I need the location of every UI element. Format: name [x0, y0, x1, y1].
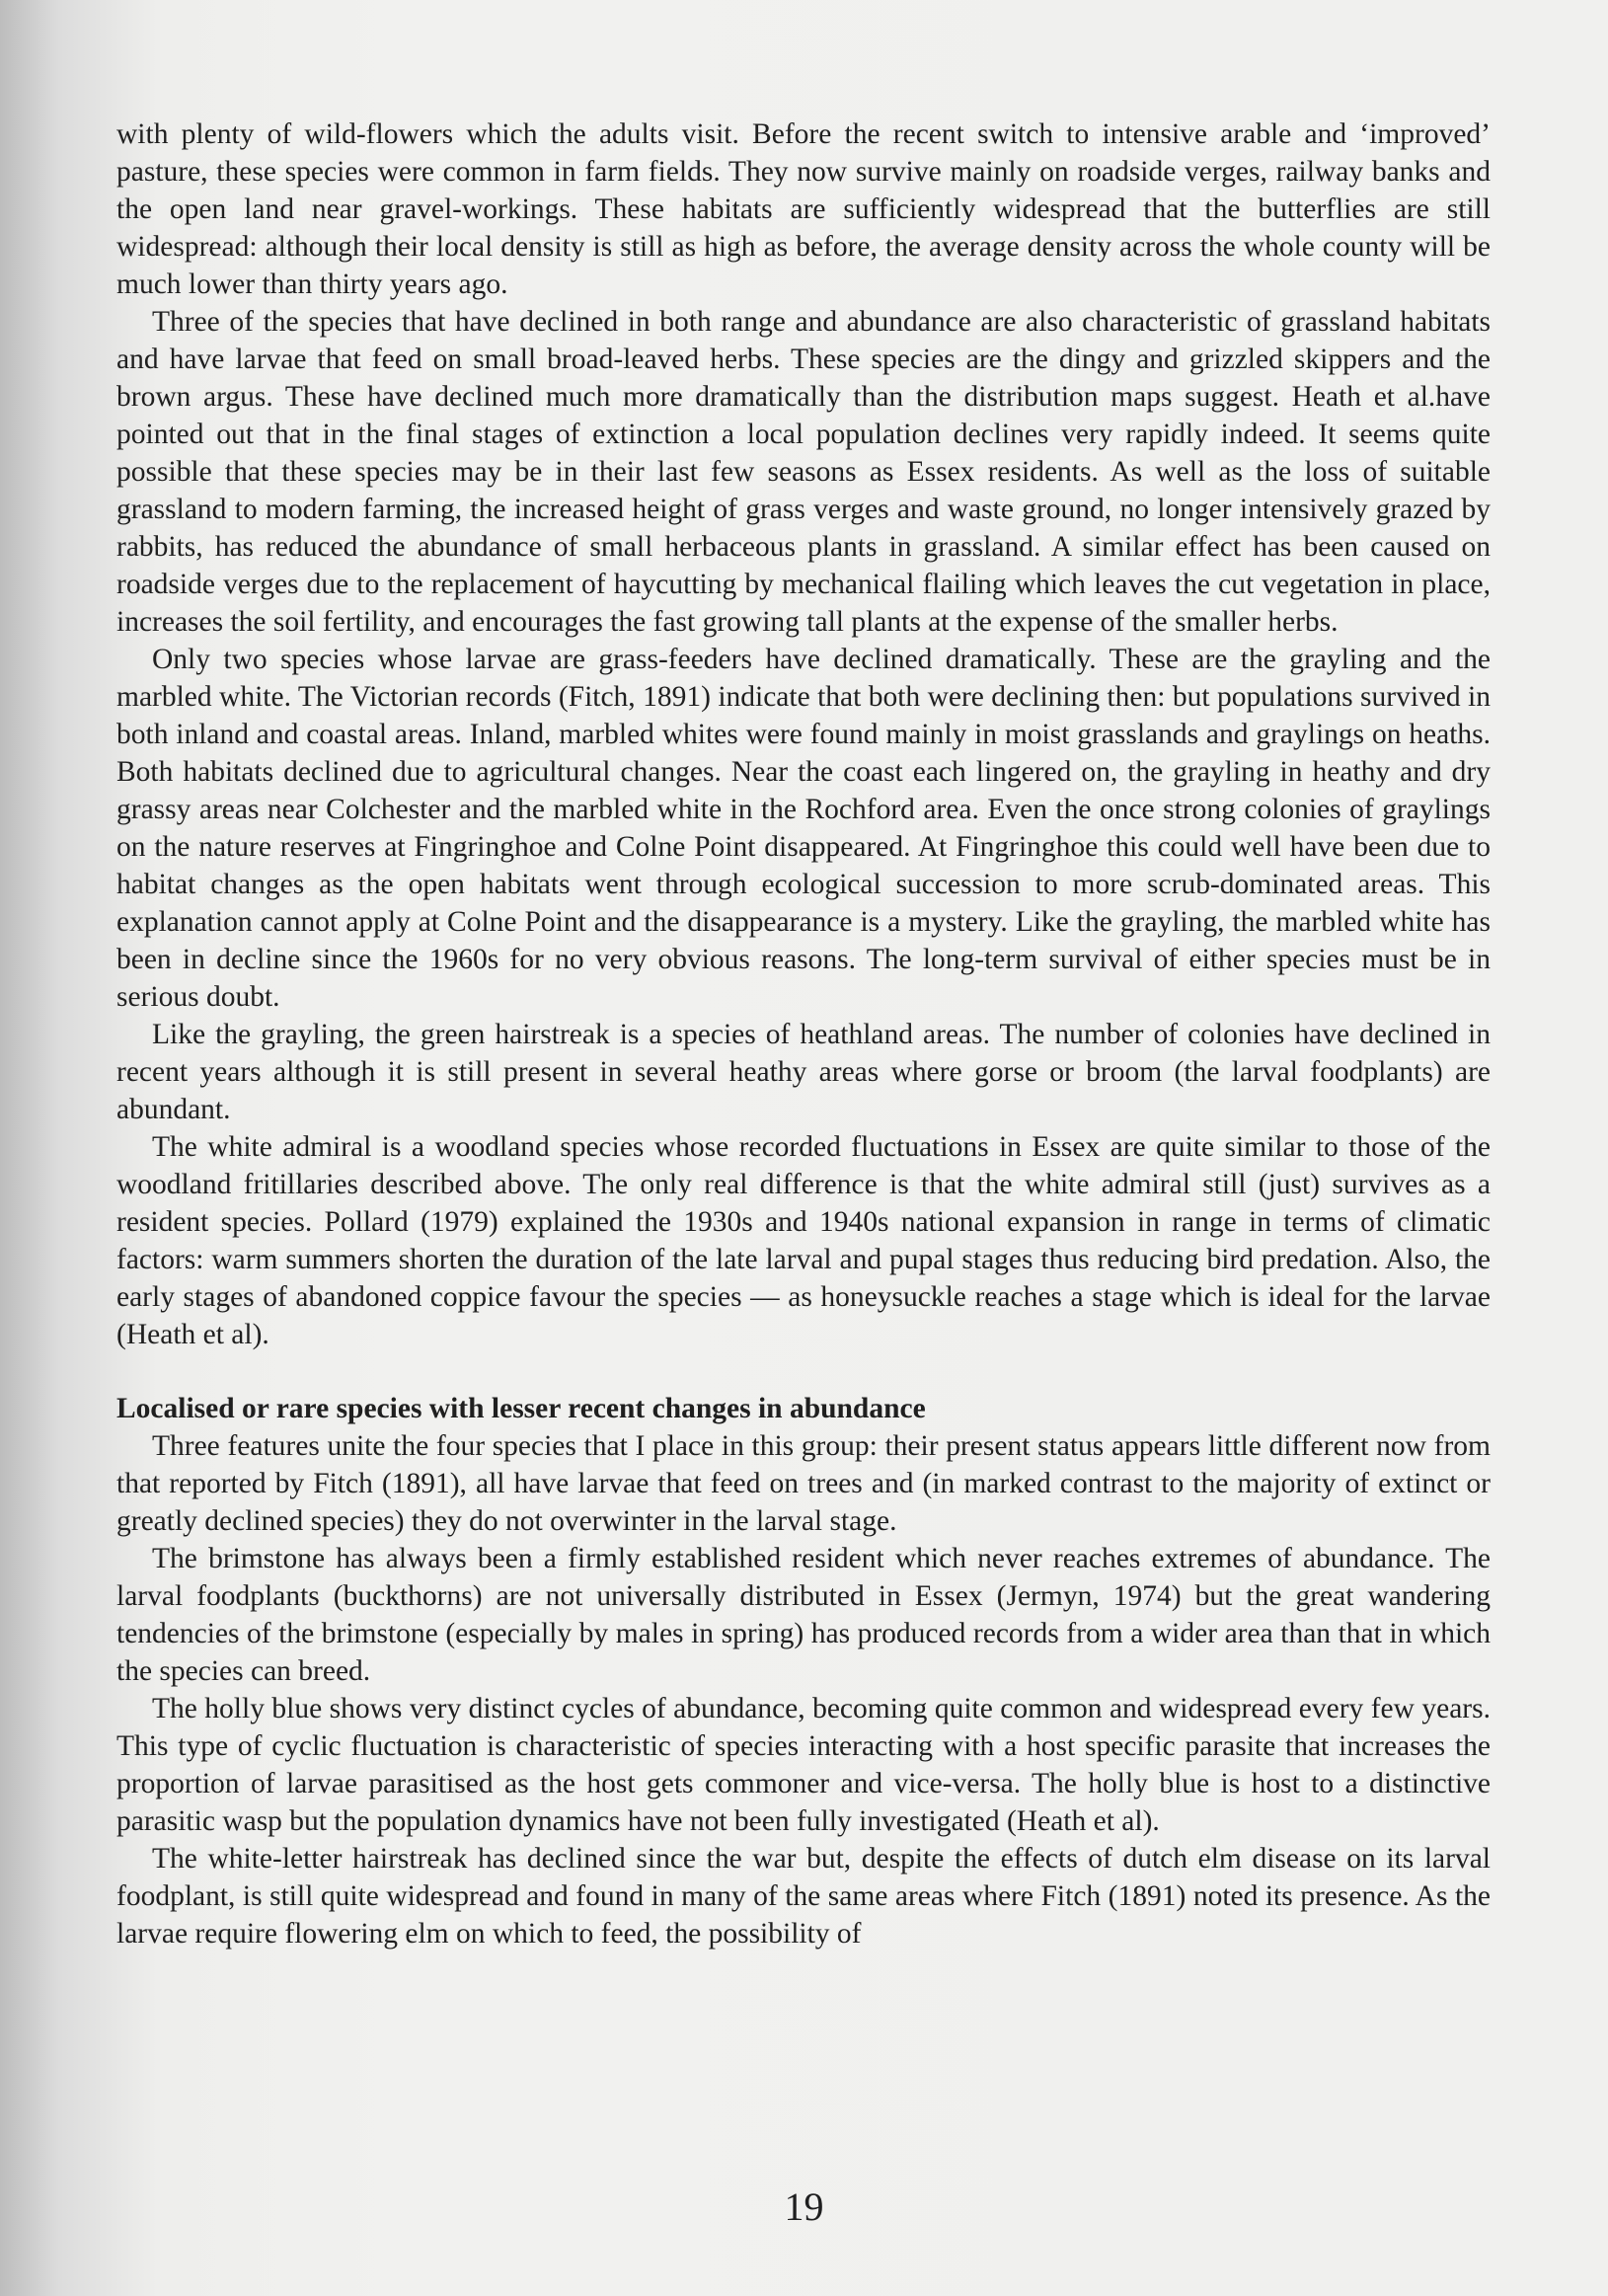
paragraph: Three of the species that have declined in both range and abundance are also characteristic of grassland habitats and have larvae that feed on small broad-leaved herbs. These species are the dingy and grizzled skippers and the brown argus. These have declined much more dramatically than the distribution maps suggest. Heath et al.have pointed out that in the final stages of extinction a local population declines very rapidly indeed. It seems quite possible that these species may be in their last few seasons as Essex residents. As well as the loss of suitable grassland to modern farming, the increased height of grass verges and waste ground, no longer intensively grazed by rabbits, has reduced the abundance of small herbaceous plants in grassland. A similar effect has been caused on roadside verges due to the replacement of haycutting by mechanical flailing which leaves the cut vegetation in place, increases the soil fertility, and encourages the fast growing tall plants at the expense of the smaller herbs. — [116, 306, 1491, 638]
paragraph: The holly blue shows very distinct cycles of abundance, becoming quite common and widespread every few years. This type of cyclic fluctuation is characteristic of species interacting with a host specific parasite that increases the proportion of larvae parasitised as the host gets commoner and vice-versa. The holly blue is host to a distinctive parasitic wasp but the population dynamics have not been fully investigated (Heath et al). — [116, 1693, 1491, 1837]
page-number: 19 — [784, 2184, 824, 2229]
section-heading: Localised or rare species with lesser recent changes in abundance — [116, 1393, 926, 1424]
paragraph: with plenty of wild-flowers which the adults visit. Before the recent switch to intensive arable and ‘improved’ pasture, these species were common in farm fields. They now survive mainly on roadside verges, railway banks and the open land near gravel-workings. These habitats are sufficiently widespread that the butterflies are still widespread: although their local density is still as high as before, the average density across the whole county will be much lower than thirty years ago. — [116, 118, 1491, 300]
paragraph: The white admiral is a woodland species whose recorded fluctuations in Essex are quite similar to those of the woodland fritillaries described above. The only real difference is that the white admiral still (just) survives as a resident species. Pollard (1979) explained the 1930s and 1940s national expansion in range in terms of climatic factors: warm summers shorten the duration of the late larval and pupal stages thus reducing bird predation. Also, the early stages of abandoned coppice favour the species — as honeysuckle reaches a stage which is ideal for the larvae (Heath et al). — [116, 1131, 1491, 1350]
paragraph: Three features unite the four species that I place in this group: their present status appears little different now from that reported by Fitch (1891), all have larvae that feed on trees and (in marked contrast to the majority of extinct or greatly declined species) they do not overwinter in the larval stage. — [116, 1430, 1491, 1537]
paragraph: The white-letter hairstreak has declined since the war but, despite the effects of dutch elm disease on its larval foodplant, is still quite widespread and found in many of the same areas where Fitch (1891) noted its presence. As the larvae require flowering elm on which to feed, the possibility of — [116, 1843, 1491, 1950]
paragraph: Like the grayling, the green hairstreak is a species of heathland areas. The number of colonies have declined in recent years although it is still present in several heathy areas where gorse or broom (the larval foodplants) are abundant. — [116, 1019, 1491, 1125]
paragraph: The brimstone has always been a firmly established resident which never reaches extremes of abundance. The larval foodplants (buckthorns) are not universally distributed in Essex (Jermyn, 1974) but the great wandering tendencies of the brimstone (especially by males in spring) has produced records from a wider area than that in which the species can breed. — [116, 1543, 1491, 1687]
body-text — [116, 115, 1491, 1952]
paragraph: Only two species whose larvae are grass-feeders have declined dramatically. These are the grayling and the marbled white. The Victorian records (Fitch, 1891) indicate that both were declining then: but populations survived in both inland and coastal areas. Inland, marbled whites were found mainly in moist grasslands and graylings on heaths. Both habitats declined due to agricultural changes. Near the coast each lingered on, the grayling in heathy and dry grassy areas near Colchester and the marbled white in the Rochford area. Even the once strong colonies of graylings on the nature reserves at Fingringhoe and Colne Point disappeared. At Fingringhoe this could well have been due to habitat changes as the open habitats went through ecological succession to more scrub-dominated areas. This explanation cannot apply at Colne Point and the disappearance is a mystery. Like the grayling, the marbled white has been in decline since the 1960s for no very obvious reasons. The long-term survival of either species must be in serious doubt. — [116, 644, 1491, 1013]
